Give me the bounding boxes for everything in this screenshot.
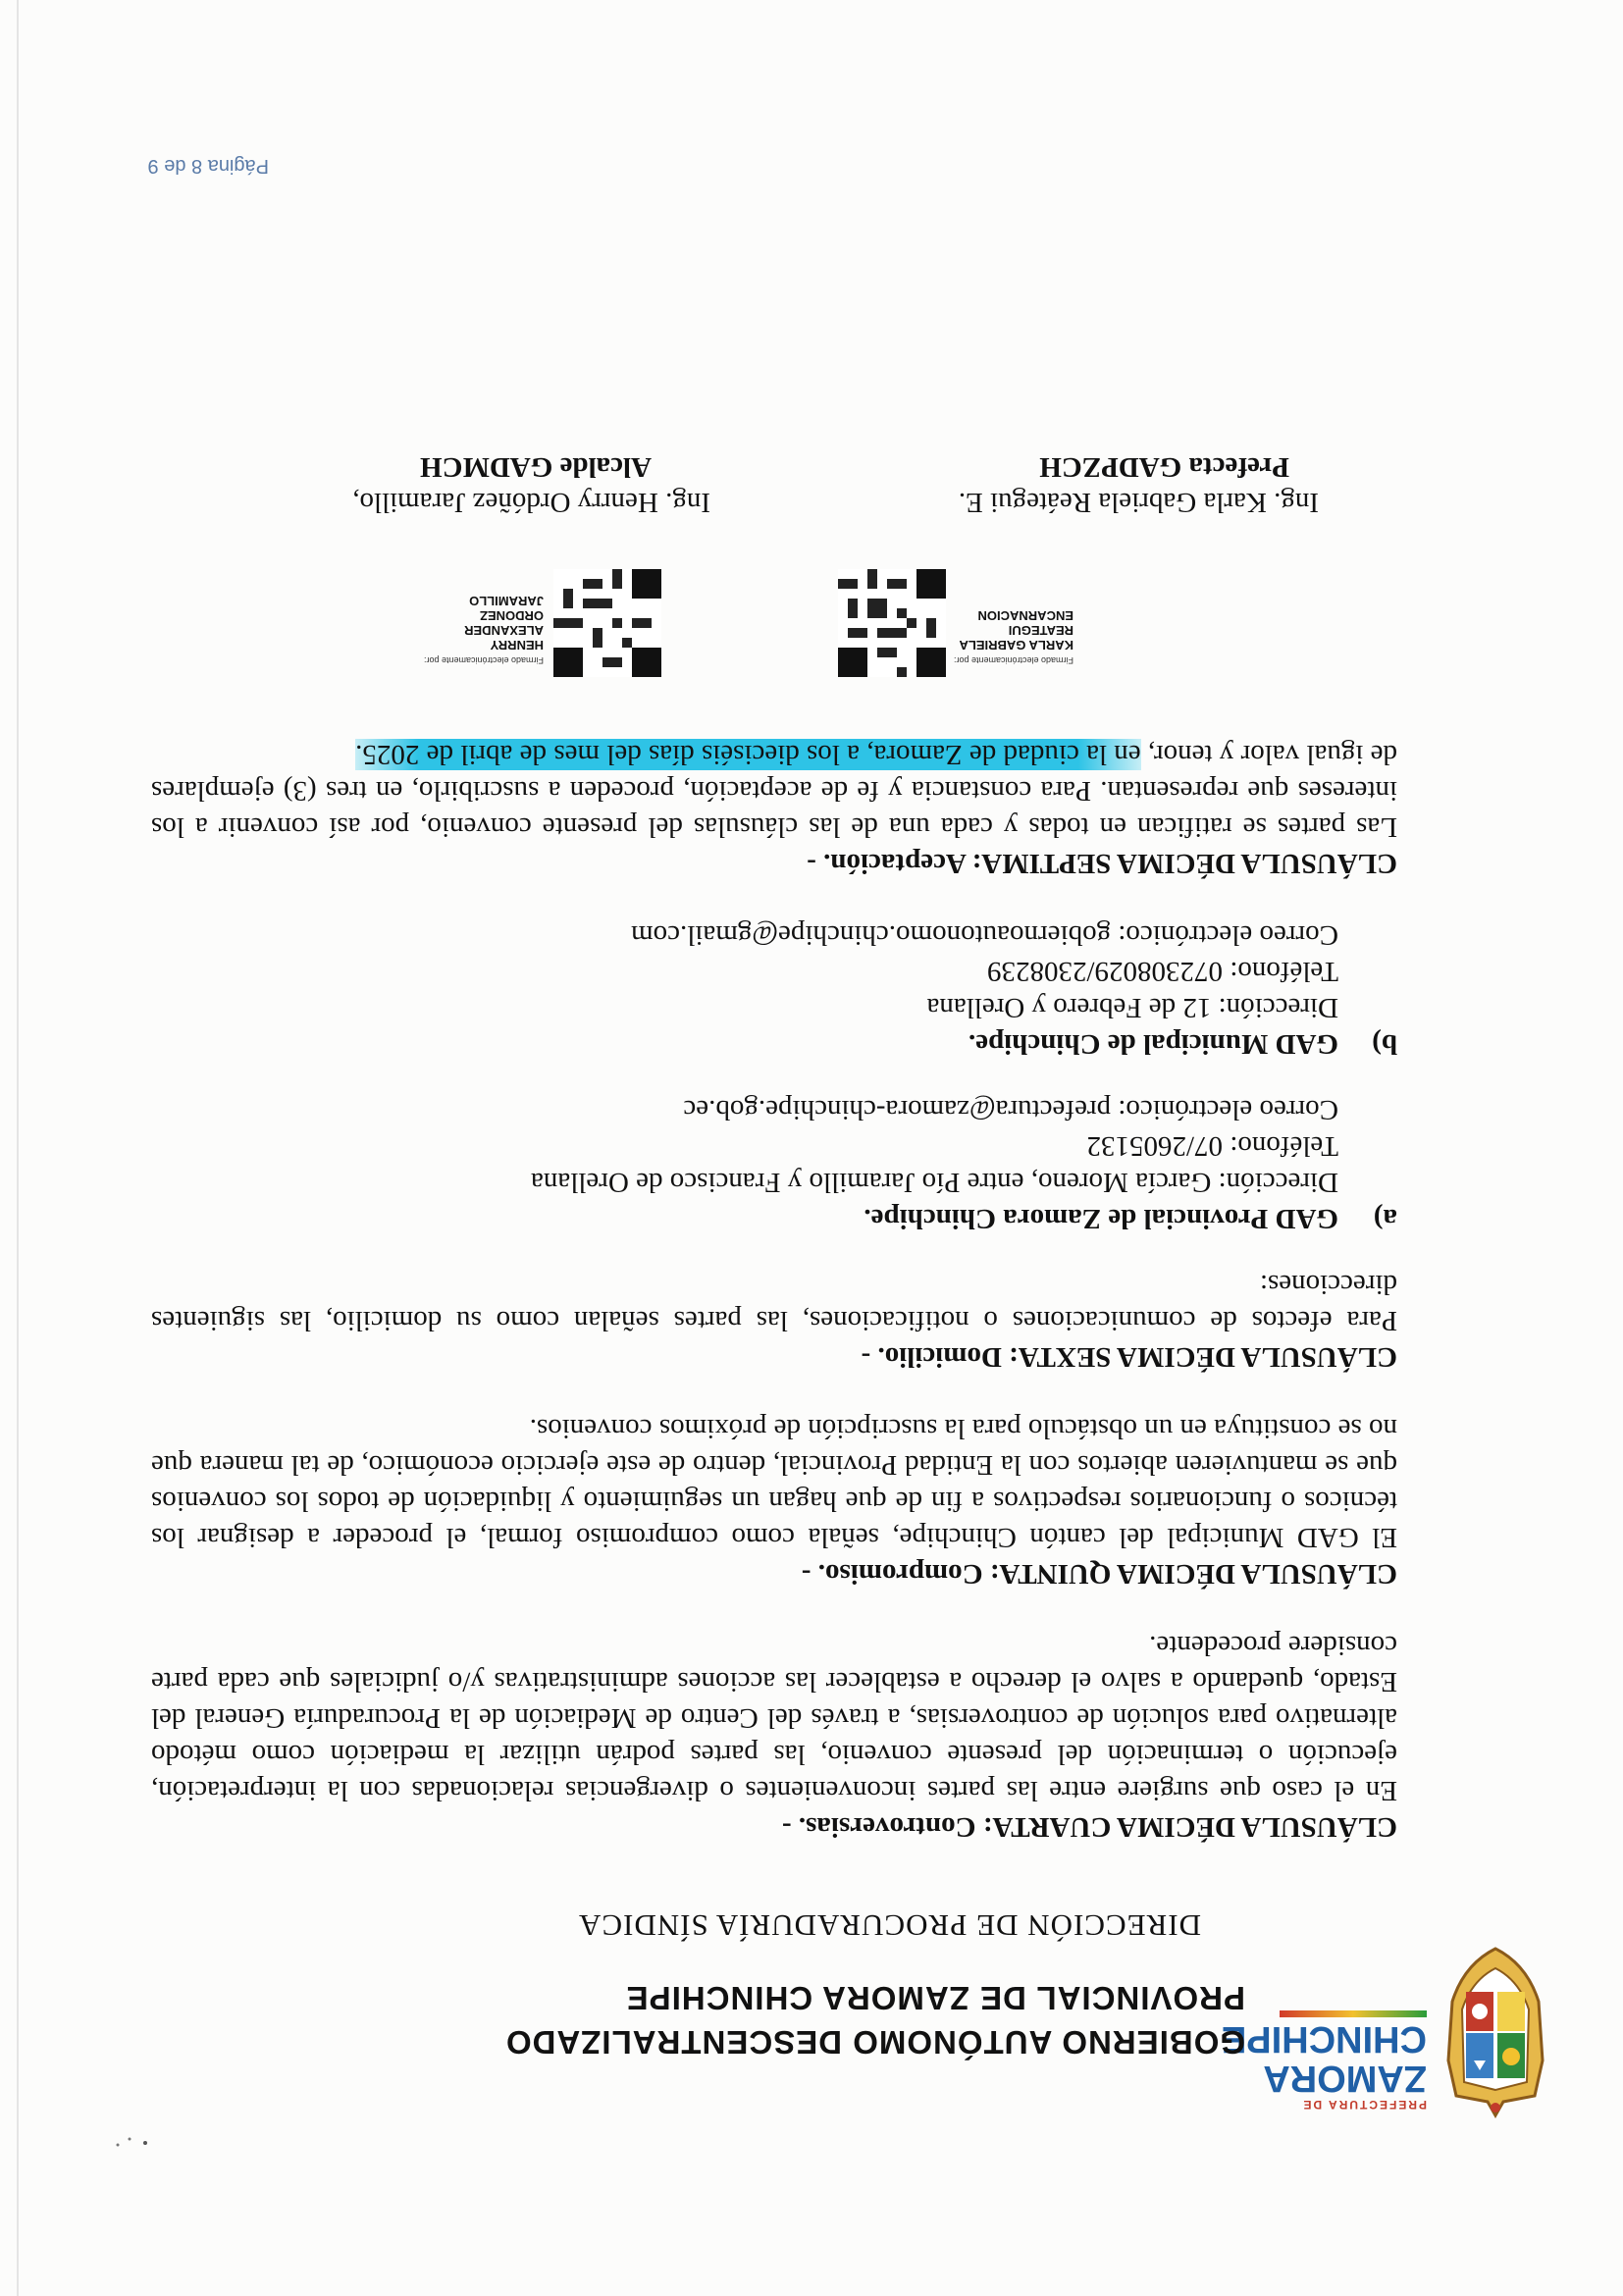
signature-left — [769, 449, 1319, 687]
qr-code-icon — [553, 569, 661, 677]
clause-17-main: Las partes se ratifican en todas y cada una de las cláusulas del presente convenio, por así convenir a los intereses que representan. Para constancia y fe de aceptación, proceden a suscribirlo, en tres (3) ejemplares de igual valor y tenor, — [151, 739, 1397, 843]
electronic-signature-stamp — [769, 540, 1319, 687]
stamp-signer-name: KARLA GABRIELA REATEGUI ENCARNACION — [959, 608, 1073, 652]
logo-color-bar — [1280, 2010, 1427, 2017]
prefectura-coat-of-arms-icon — [1437, 1943, 1554, 2119]
government-title: GOBIERNO AUTÓNOMO DESCENTRALIZADO — [504, 2024, 1245, 2061]
clause-16-text: Para efectos de comunicaciones o notificaciones, las partes señalan como su domicilio, las siguientes direcciones: — [151, 1269, 1397, 1336]
party-a-phone: Teléfono: 07/2605132 — [1086, 1130, 1338, 1162]
clause-17-highlighted-date: en la ciudad de Zamora, a los dieciséis días del mes de abril de 2025. — [355, 739, 1141, 770]
stamp-caption: Firmado electrónicamente por: — [953, 655, 1073, 665]
party-a-block — [151, 1091, 1397, 1236]
clause-17-text — [151, 736, 1397, 845]
clause-14-text: En el caso que surgiere entre las partes inconvenientes o divergencias relacionadas con la interpretación, ejecución o terminación del presente convenio, las partes podrán utilizar la mediación como método alternativo para solución de controversias, a través del Centro de Mediación de la Procuraduría General del Estado, quedando a salvo el derecho a establecer las acciones administrativas y/o judiciales que cada parte considere procedente. — [151, 1630, 1397, 1806]
party-b-email: Correo electrónico: gobiernoautonomo.chinchipe@gmail.com — [631, 919, 1338, 951]
party-b-block — [151, 916, 1397, 1062]
letterhead — [131, 1884, 1554, 2119]
signature-right — [161, 449, 710, 687]
electronic-signature-stamp — [161, 540, 710, 687]
clause-14-title: CLÁUSULA DÉCIMA CUARTA: Controversias. - — [781, 1811, 1397, 1843]
clause-15-title: CLÁUSULA DÉCIMA QUINTA: Compromiso. - — [801, 1558, 1397, 1590]
direction-title: DIRECCIÓN DE PROCURADURÍA SÍNDICA — [578, 1908, 1201, 1943]
party-b-name: GAD Municipal de Chinchipe. — [968, 1028, 1338, 1060]
government-subtitle: PROVINCIAL DE ZAMORA CHINCHIPE — [625, 1980, 1245, 2016]
party-b-label: b) — [1372, 1028, 1397, 1060]
stamp-signer-name: HENRRY ALEXANDER ORDONEZ JARAMILLO — [464, 594, 544, 652]
stamp-caption: Firmado electrónicamente por: — [423, 655, 544, 665]
logo-wordmark — [1222, 2010, 1427, 2112]
clause-17-title: CLÁUSULA DÉCIMA SEPTIMA: Aceptación. - — [807, 848, 1397, 879]
page-number: Página 8 de 9 — [147, 155, 269, 177]
scan-edge-line — [17, 0, 19, 2296]
signer-role-left: Prefecta GADPZCH — [1039, 451, 1289, 483]
party-a-label: a) — [1373, 1203, 1397, 1234]
document-body — [151, 736, 1397, 1845]
party-b-address: Dirección: 12 de Febrero y Orellana — [926, 992, 1338, 1023]
party-b-phone: Teléfono: 072308029/2308239 — [986, 956, 1338, 987]
logo-line-zamora: ZAMORA — [1263, 2058, 1427, 2099]
logo-prefix: PREFECTURA DE — [1301, 2098, 1427, 2112]
signer-name-right: Ing. Henrry Ordóñez Jaramillo, — [352, 487, 710, 518]
clause-15-text: El GAD Municipal del cantón Chinchipe, señala como compromiso formal, el proceder a designar los técnicos o funcionarios respectivos a fin de que hagan un seguimiento y liquidación de todos los convenios que se mantuvieren abiertos con la Entidad Provincial, dentro de este ejercicio económico, de tal manera que no se constituya en un obstáculo para la suscripción de próximos convenios. — [151, 1413, 1397, 1553]
clause-16-title: CLÁUSULA DÉCIMA SEXTA: Domicilio. - — [861, 1341, 1397, 1373]
bleed-through-text — [151, 49, 1397, 304]
logo-line-chinchipe: CHINCHIPE — [1221, 2018, 1427, 2060]
signer-role-right: Alcalde GADMCH — [420, 451, 652, 483]
signer-name-left: Ing. Karla Gabriela Reátegui E. — [958, 487, 1319, 518]
party-a-address: Dirección: García Moreno, entre Pío Jaramillo y Francisco de Orellana — [531, 1167, 1338, 1198]
party-a-name: GAD Provincial de Zamora Chinchipe. — [864, 1203, 1338, 1234]
party-a-email: Correo electrónico: prefectura@zamora-chinchipe.gob.ec — [683, 1094, 1338, 1125]
signature-area — [122, 363, 1397, 687]
qr-code-icon — [838, 569, 946, 677]
